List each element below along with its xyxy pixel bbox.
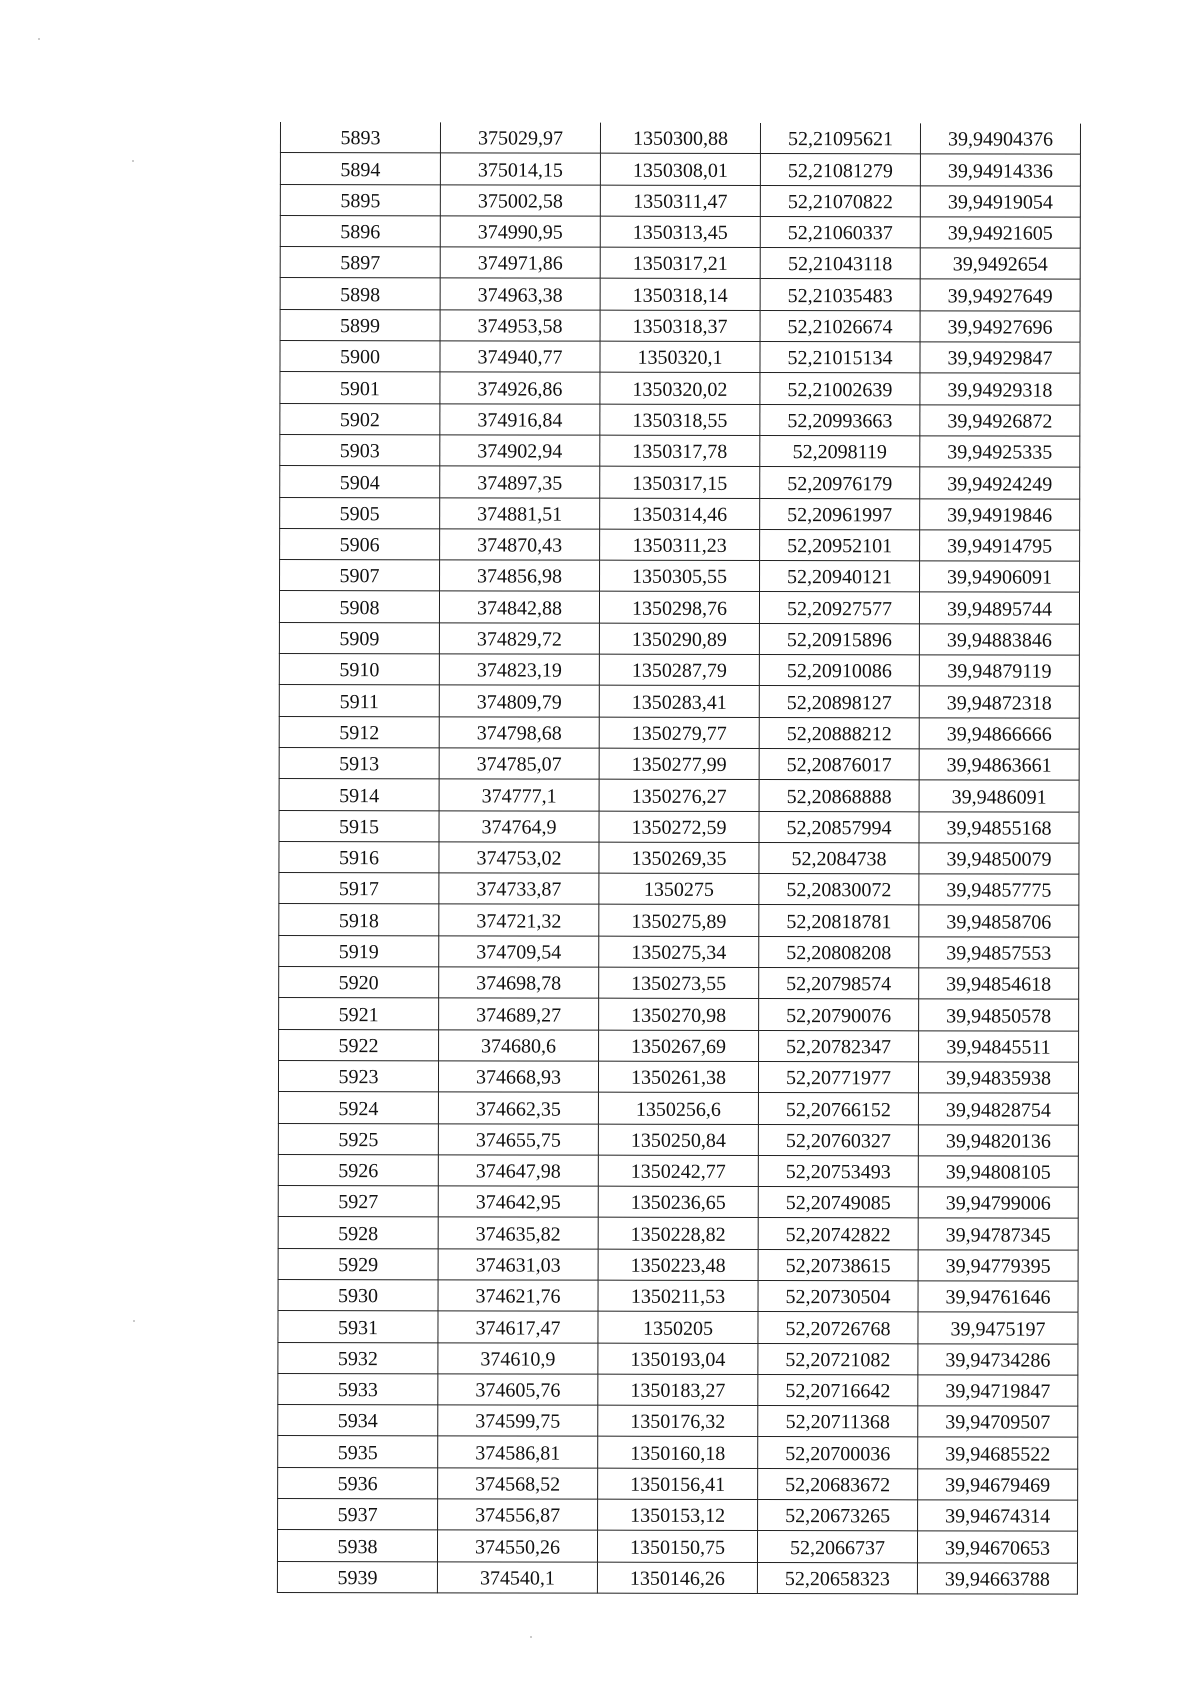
- y-coordinate-cell: 1350283,41: [599, 686, 759, 718]
- y-coordinate-cell: 1350311,23: [600, 529, 760, 561]
- latitude-cell: 52,20711368: [758, 1406, 918, 1438]
- x-coordinate-cell: 374568,52: [438, 1468, 598, 1500]
- y-coordinate-cell: 1350317,15: [600, 466, 760, 498]
- x-coordinate-cell: 374953,58: [440, 310, 600, 342]
- scan-speck: [132, 160, 134, 162]
- table-row: [280, 153, 1080, 186]
- x-coordinate-cell: 374902,94: [440, 435, 600, 467]
- table-row: [280, 466, 1080, 499]
- point-number-cell: 5928: [278, 1217, 438, 1249]
- longitude-cell: 39,94808105: [918, 1156, 1078, 1188]
- table-row: [278, 1217, 1078, 1250]
- latitude-cell: 52,20782347: [759, 1030, 919, 1062]
- latitude-cell: 52,21002639: [760, 373, 920, 405]
- table-row: [279, 967, 1079, 1000]
- latitude-cell: 52,2098119: [760, 435, 920, 467]
- x-coordinate-cell: 374971,86: [440, 247, 600, 279]
- y-coordinate-cell: 1350146,26: [597, 1562, 757, 1594]
- point-number-cell: 5905: [280, 497, 440, 529]
- y-coordinate-cell: 1350211,53: [598, 1280, 758, 1312]
- x-coordinate-cell: 374897,35: [440, 466, 600, 498]
- y-coordinate-cell: 1350277,99: [599, 748, 759, 780]
- longitude-cell: 39,94866666: [919, 717, 1079, 749]
- y-coordinate-cell: 1350150,75: [597, 1531, 757, 1563]
- table-row: [280, 309, 1080, 342]
- y-coordinate-cell: 1350318,55: [600, 404, 760, 436]
- longitude-cell: 39,94854618: [919, 968, 1079, 1000]
- longitude-cell: 39,94904376: [920, 123, 1080, 154]
- longitude-cell: 39,94845511: [919, 1030, 1079, 1062]
- point-number-cell: 5931: [278, 1311, 438, 1343]
- y-coordinate-cell: 1350298,76: [599, 592, 759, 624]
- point-number-cell: 5922: [279, 1029, 439, 1061]
- latitude-cell: 52,20857994: [759, 811, 919, 843]
- y-coordinate-cell: 1350308,01: [600, 153, 760, 185]
- longitude-cell: 39,94924249: [920, 467, 1080, 499]
- point-number-cell: 5911: [279, 685, 439, 717]
- table-row: [279, 873, 1079, 906]
- x-coordinate-cell: 374610,9: [438, 1342, 598, 1374]
- y-coordinate-cell: 1350290,89: [599, 623, 759, 655]
- longitude-cell: 39,94929318: [920, 373, 1080, 405]
- table-row: [278, 1499, 1078, 1532]
- point-number-cell: 5935: [278, 1436, 438, 1468]
- x-coordinate-cell: 374635,82: [438, 1217, 598, 1249]
- x-coordinate-cell: 374881,51: [440, 497, 600, 529]
- table-row: [280, 122, 1080, 154]
- latitude-cell: 52,20940121: [760, 561, 920, 593]
- y-coordinate-cell: 1350236,65: [598, 1186, 758, 1218]
- x-coordinate-cell: 374916,84: [440, 404, 600, 436]
- point-number-cell: 5923: [278, 1060, 438, 1092]
- latitude-cell: 52,21060337: [760, 216, 920, 248]
- table-row: [280, 278, 1080, 311]
- longitude-cell: 39,94906091: [920, 561, 1080, 593]
- point-number-cell: 5896: [280, 215, 440, 247]
- y-coordinate-cell: 1350153,12: [598, 1499, 758, 1531]
- coordinates-table: [277, 122, 1081, 1595]
- y-coordinate-cell: 1350242,77: [598, 1155, 758, 1187]
- x-coordinate-cell: 374753,02: [439, 842, 599, 874]
- longitude-cell: 39,94663788: [917, 1562, 1077, 1594]
- point-number-cell: 5916: [279, 841, 439, 873]
- y-coordinate-cell: 1350287,79: [599, 654, 759, 686]
- x-coordinate-cell: 374540,1: [437, 1561, 597, 1593]
- x-coordinate-cell: 374870,43: [440, 529, 600, 561]
- y-coordinate-cell: 1350250,84: [598, 1124, 758, 1156]
- longitude-cell: 39,94863661: [919, 749, 1079, 781]
- table-row: [278, 1342, 1078, 1375]
- latitude-cell: 52,2066737: [757, 1531, 917, 1563]
- coordinates-table-body: [277, 122, 1080, 1594]
- y-coordinate-cell: 1350270,98: [599, 998, 759, 1030]
- table-row: [278, 1436, 1078, 1469]
- latitude-cell: 52,20898127: [759, 686, 919, 718]
- latitude-cell: 52,21035483: [760, 279, 920, 311]
- y-coordinate-cell: 1350279,77: [599, 717, 759, 749]
- longitude-cell: 39,94828754: [918, 1093, 1078, 1125]
- x-coordinate-cell: 374733,87: [439, 873, 599, 905]
- table-row: [278, 1186, 1078, 1219]
- y-coordinate-cell: 1350193,04: [598, 1343, 758, 1375]
- latitude-cell: 52,20868888: [759, 780, 919, 812]
- longitude-cell: 39,9475197: [918, 1312, 1078, 1344]
- point-number-cell: 5929: [278, 1248, 438, 1280]
- longitude-cell: 39,94787345: [918, 1218, 1078, 1250]
- point-number-cell: 5895: [280, 184, 440, 216]
- y-coordinate-cell: 1350176,32: [598, 1405, 758, 1437]
- y-coordinate-cell: 1350313,45: [600, 216, 760, 248]
- longitude-cell: 39,94679469: [918, 1469, 1078, 1501]
- latitude-cell: 52,20760327: [758, 1124, 918, 1156]
- latitude-cell: 52,21095621: [760, 123, 920, 154]
- table-row: [278, 1311, 1078, 1344]
- longitude-cell: 39,94883846: [919, 624, 1079, 656]
- latitude-cell: 52,20716642: [758, 1374, 918, 1406]
- x-coordinate-cell: 374642,95: [438, 1186, 598, 1218]
- longitude-cell: 39,94761646: [918, 1281, 1078, 1313]
- latitude-cell: 52,20742822: [758, 1218, 918, 1250]
- latitude-cell: 52,20927577: [759, 592, 919, 624]
- y-coordinate-cell: 1350305,55: [600, 560, 760, 592]
- point-number-cell: 5918: [279, 904, 439, 936]
- table-row: [278, 1467, 1078, 1500]
- latitude-cell: 52,20726768: [758, 1312, 918, 1344]
- point-number-cell: 5901: [280, 372, 440, 404]
- point-number-cell: 5930: [278, 1279, 438, 1311]
- latitude-cell: 52,20753493: [758, 1155, 918, 1187]
- longitude-cell: 39,94879119: [919, 655, 1079, 687]
- x-coordinate-cell: 374709,54: [439, 936, 599, 968]
- y-coordinate-cell: 1350183,27: [598, 1374, 758, 1406]
- point-number-cell: 5907: [280, 560, 440, 592]
- x-coordinate-cell: 374647,98: [438, 1155, 598, 1187]
- table-row: [280, 560, 1080, 593]
- table-row: [280, 528, 1080, 561]
- longitude-cell: 39,94857775: [919, 874, 1079, 906]
- longitude-cell: 39,9492654: [920, 248, 1080, 280]
- x-coordinate-cell: 374777,1: [439, 779, 599, 811]
- x-coordinate-cell: 374829,72: [439, 623, 599, 655]
- longitude-cell: 39,94914795: [920, 530, 1080, 562]
- latitude-cell: 52,20673265: [758, 1500, 918, 1532]
- latitude-cell: 52,20993663: [760, 404, 920, 436]
- x-coordinate-cell: 374963,38: [440, 278, 600, 310]
- table-row: [278, 1060, 1078, 1093]
- x-coordinate-cell: 374662,35: [438, 1092, 598, 1124]
- table-row: [278, 1154, 1078, 1187]
- y-coordinate-cell: 1350256,6: [598, 1092, 758, 1124]
- y-coordinate-cell: 1350269,35: [599, 842, 759, 874]
- x-coordinate-cell: 374698,78: [439, 967, 599, 999]
- point-number-cell: 5904: [280, 466, 440, 498]
- y-coordinate-cell: 1350317,78: [600, 435, 760, 467]
- longitude-cell: 39,94820136: [918, 1124, 1078, 1156]
- point-number-cell: 5909: [279, 622, 439, 654]
- table-row: [278, 1279, 1078, 1312]
- table-row: [280, 215, 1080, 248]
- point-number-cell: 5939: [277, 1561, 437, 1593]
- point-number-cell: 5933: [278, 1373, 438, 1405]
- latitude-cell: 52,20808208: [759, 936, 919, 968]
- point-number-cell: 5924: [278, 1092, 438, 1124]
- table-row: [280, 341, 1080, 374]
- latitude-cell: 52,21043118: [760, 248, 920, 280]
- latitude-cell: 52,20915896: [759, 623, 919, 655]
- point-number-cell: 5903: [280, 434, 440, 466]
- latitude-cell: 52,20683672: [758, 1468, 918, 1500]
- point-number-cell: 5913: [279, 747, 439, 779]
- x-coordinate-cell: 374605,76: [438, 1374, 598, 1406]
- point-number-cell: 5914: [279, 779, 439, 811]
- latitude-cell: 52,20952101: [760, 529, 920, 561]
- y-coordinate-cell: 1350314,46: [600, 498, 760, 530]
- longitude-cell: 39,94927696: [920, 311, 1080, 343]
- longitude-cell: 39,94850578: [919, 999, 1079, 1031]
- y-coordinate-cell: 1350267,69: [599, 1030, 759, 1062]
- longitude-cell: 39,94925335: [920, 436, 1080, 468]
- x-coordinate-cell: 374556,87: [438, 1499, 598, 1531]
- y-coordinate-cell: 1350318,37: [600, 310, 760, 342]
- table-row: [278, 1092, 1078, 1125]
- longitude-cell: 39,94719847: [918, 1375, 1078, 1407]
- latitude-cell: 52,21081279: [760, 154, 920, 186]
- latitude-cell: 52,20738615: [758, 1249, 918, 1281]
- table-row: [279, 810, 1079, 843]
- x-coordinate-cell: 374823,19: [439, 654, 599, 686]
- point-number-cell: 5937: [278, 1499, 438, 1531]
- point-number-cell: 5902: [280, 403, 440, 435]
- y-coordinate-cell: 1350160,18: [598, 1437, 758, 1469]
- scan-speck: [530, 1636, 532, 1638]
- longitude-cell: 39,94670653: [917, 1531, 1077, 1563]
- x-coordinate-cell: 374599,75: [438, 1405, 598, 1437]
- point-number-cell: 5906: [280, 528, 440, 560]
- longitude-cell: 39,94872318: [919, 686, 1079, 718]
- longitude-cell: 39,94919846: [920, 498, 1080, 530]
- y-coordinate-cell: 1350276,27: [599, 779, 759, 811]
- point-number-cell: 5915: [279, 810, 439, 842]
- x-coordinate-cell: 374940,77: [440, 341, 600, 373]
- table-row: [277, 1530, 1077, 1563]
- latitude-cell: 52,20658323: [757, 1562, 917, 1594]
- latitude-cell: 52,20888212: [759, 717, 919, 749]
- table-row: [279, 904, 1079, 937]
- longitude-cell: 39,94799006: [918, 1187, 1078, 1219]
- x-coordinate-cell: 374926,86: [440, 372, 600, 404]
- point-number-cell: 5920: [279, 967, 439, 999]
- y-coordinate-cell: 1350272,59: [599, 811, 759, 843]
- x-coordinate-cell: 374680,6: [439, 1029, 599, 1061]
- point-number-cell: 5934: [278, 1405, 438, 1437]
- longitude-cell: 39,94927649: [920, 279, 1080, 311]
- point-number-cell: 5938: [277, 1530, 437, 1562]
- x-coordinate-cell: 374621,76: [438, 1280, 598, 1312]
- latitude-cell: 52,20830072: [759, 874, 919, 906]
- longitude-cell: 39,94914336: [920, 154, 1080, 186]
- point-number-cell: 5899: [280, 309, 440, 341]
- x-coordinate-cell: 375029,97: [440, 122, 600, 153]
- table-row: [280, 434, 1080, 467]
- table-row: [279, 591, 1079, 624]
- x-coordinate-cell: 374842,88: [439, 591, 599, 623]
- table-row: [279, 1029, 1079, 1062]
- y-coordinate-cell: 1350275,34: [599, 936, 759, 968]
- x-coordinate-cell: 374764,9: [439, 810, 599, 842]
- latitude-cell: 52,20730504: [758, 1280, 918, 1312]
- x-coordinate-cell: 374798,68: [439, 716, 599, 748]
- table-row: [280, 497, 1080, 530]
- latitude-cell: 52,20798574: [759, 968, 919, 1000]
- table-row: [279, 716, 1079, 749]
- y-coordinate-cell: 1350318,14: [600, 279, 760, 311]
- x-coordinate-cell: 374809,79: [439, 685, 599, 717]
- y-coordinate-cell: 1350311,47: [600, 185, 760, 217]
- point-number-cell: 5926: [278, 1154, 438, 1186]
- x-coordinate-cell: 374668,93: [438, 1061, 598, 1093]
- latitude-cell: 52,20749085: [758, 1187, 918, 1219]
- x-coordinate-cell: 374617,47: [438, 1311, 598, 1343]
- x-coordinate-cell: 374550,26: [437, 1530, 597, 1562]
- table-row: [280, 247, 1080, 280]
- longitude-cell: 39,9486091: [919, 780, 1079, 812]
- x-coordinate-cell: 374586,81: [438, 1436, 598, 1468]
- longitude-cell: 39,94850079: [919, 843, 1079, 875]
- latitude-cell: 52,21070822: [760, 185, 920, 217]
- table-row: [277, 1561, 1077, 1594]
- longitude-cell: 39,94779395: [918, 1250, 1078, 1282]
- longitude-cell: 39,94855168: [919, 811, 1079, 843]
- point-number-cell: 5910: [279, 654, 439, 686]
- latitude-cell: 52,20771977: [758, 1061, 918, 1093]
- y-coordinate-cell: 1350261,38: [598, 1061, 758, 1093]
- table-row: [279, 654, 1079, 687]
- latitude-cell: 52,21015134: [760, 342, 920, 374]
- latitude-cell: 52,20766152: [758, 1093, 918, 1125]
- table-row: [279, 622, 1079, 655]
- point-number-cell: 5917: [279, 873, 439, 905]
- y-coordinate-cell: 1350156,41: [598, 1468, 758, 1500]
- x-coordinate-cell: 374721,32: [439, 904, 599, 936]
- longitude-cell: 39,94919054: [920, 185, 1080, 217]
- latitude-cell: 52,21026674: [760, 310, 920, 342]
- longitude-cell: 39,94895744: [919, 592, 1079, 624]
- x-coordinate-cell: 374689,27: [439, 998, 599, 1030]
- longitude-cell: 39,94857553: [919, 937, 1079, 969]
- table-row: [279, 779, 1079, 812]
- latitude-cell: 52,20790076: [759, 999, 919, 1031]
- table-row: [279, 685, 1079, 718]
- point-number-cell: 5898: [280, 278, 440, 310]
- table-row: [278, 1405, 1078, 1438]
- scan-speck: [38, 38, 40, 40]
- table-row: [279, 747, 1079, 780]
- point-number-cell: 5908: [279, 591, 439, 623]
- longitude-cell: 39,94926872: [920, 405, 1080, 437]
- latitude-cell: 52,20818781: [759, 905, 919, 937]
- y-coordinate-cell: 1350275: [599, 873, 759, 905]
- latitude-cell: 52,20700036: [758, 1437, 918, 1469]
- y-coordinate-cell: 1350223,48: [598, 1249, 758, 1281]
- scan-speck: [133, 1320, 135, 1322]
- longitude-cell: 39,94674314: [918, 1500, 1078, 1532]
- point-number-cell: 5894: [280, 153, 440, 185]
- longitude-cell: 39,94858706: [919, 905, 1079, 937]
- y-coordinate-cell: 1350320,1: [600, 341, 760, 373]
- point-number-cell: 5912: [279, 716, 439, 748]
- x-coordinate-cell: 374990,95: [440, 216, 600, 248]
- y-coordinate-cell: 1350273,55: [599, 967, 759, 999]
- point-number-cell: 5919: [279, 935, 439, 967]
- latitude-cell: 52,20961997: [760, 498, 920, 530]
- point-number-cell: 5927: [278, 1186, 438, 1218]
- table-row: [279, 935, 1079, 968]
- y-coordinate-cell: 1350320,02: [600, 373, 760, 405]
- point-number-cell: 5936: [278, 1467, 438, 1499]
- latitude-cell: 52,20721082: [758, 1343, 918, 1375]
- y-coordinate-cell: 1350228,82: [598, 1218, 758, 1250]
- point-number-cell: 5921: [279, 998, 439, 1030]
- x-coordinate-cell: 374631,03: [438, 1249, 598, 1281]
- longitude-cell: 39,94921605: [920, 217, 1080, 249]
- table-row: [280, 184, 1080, 217]
- point-number-cell: 5925: [278, 1123, 438, 1155]
- x-coordinate-cell: 374785,07: [439, 748, 599, 780]
- x-coordinate-cell: 374856,98: [440, 560, 600, 592]
- latitude-cell: 52,20910086: [759, 655, 919, 687]
- y-coordinate-cell: 1350300,88: [600, 123, 760, 154]
- longitude-cell: 39,94685522: [918, 1437, 1078, 1469]
- table-row: [278, 1373, 1078, 1406]
- table-row: [278, 1248, 1078, 1281]
- x-coordinate-cell: 375014,15: [440, 153, 600, 185]
- y-coordinate-cell: 1350205: [598, 1311, 758, 1343]
- longitude-cell: 39,94709507: [918, 1406, 1078, 1438]
- point-number-cell: 5893: [280, 122, 440, 153]
- table-row: [280, 403, 1080, 436]
- y-coordinate-cell: 1350317,21: [600, 247, 760, 279]
- latitude-cell: 52,20876017: [759, 748, 919, 780]
- table-row: [279, 841, 1079, 874]
- x-coordinate-cell: 374655,75: [438, 1123, 598, 1155]
- y-coordinate-cell: 1350275,89: [599, 905, 759, 937]
- latitude-cell: 52,20976179: [760, 467, 920, 499]
- longitude-cell: 39,94835938: [918, 1062, 1078, 1094]
- table-row: [279, 998, 1079, 1031]
- table-row: [280, 372, 1080, 405]
- point-number-cell: 5900: [280, 341, 440, 373]
- point-number-cell: 5932: [278, 1342, 438, 1374]
- point-number-cell: 5897: [280, 247, 440, 279]
- latitude-cell: 52,2084738: [759, 842, 919, 874]
- longitude-cell: 39,94734286: [918, 1343, 1078, 1375]
- table-row: [278, 1123, 1078, 1156]
- longitude-cell: 39,94929847: [920, 342, 1080, 374]
- x-coordinate-cell: 375002,58: [440, 184, 600, 216]
